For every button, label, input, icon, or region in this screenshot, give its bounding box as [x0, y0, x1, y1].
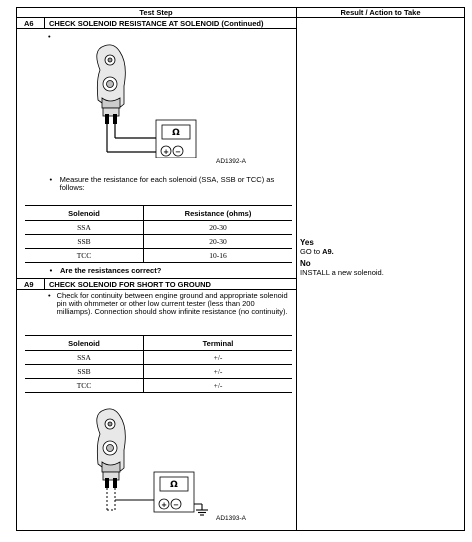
frame-left — [16, 7, 17, 531]
table-cell-solenoid: SSB — [25, 235, 144, 249]
code-column-divider-a6 — [44, 17, 45, 28]
a6-question-text: Are the resistances correct? — [60, 266, 162, 275]
table-cell-resistance: 20-30 — [144, 235, 293, 249]
a9-step-title: CHECK SOLENOID FOR SHORT TO GROUND — [49, 280, 211, 289]
header-result: Result / Action to Take — [340, 8, 421, 17]
table-cell-solenoid: SSA — [25, 221, 144, 235]
svg-text:+: + — [163, 148, 169, 156]
a9-title-divider — [16, 289, 296, 290]
a6-meter-symbol: Ω — [172, 128, 180, 138]
table-header-solenoid: Solenoid — [25, 336, 144, 351]
bullet-dot: • — [48, 291, 51, 300]
table-cell-solenoid: TCC — [25, 379, 144, 393]
a9-instruction-text: Check for continuity between engine ground and appropriate solenoid pin with ohmmeter or other low current tester (less than 200 milliamps). Connection should show infinite resistance (no continuity). — [56, 291, 288, 316]
a9-terminal-table — [25, 335, 292, 393]
a6-step-code: A6 — [24, 19, 34, 28]
table-cell-terminal: +/- — [144, 351, 293, 365]
table-row — [25, 235, 292, 249]
a9-step-code: A9 — [24, 280, 34, 289]
a6-resistance-table — [25, 205, 292, 263]
a6-instruction-text: Measure the resistance for each solenoid (SSA, SSB or TCC) as follows: — [59, 175, 275, 192]
table-cell-resistance: 10-16 — [144, 249, 293, 263]
a9-instruction — [48, 292, 292, 316]
column-divider — [296, 7, 297, 531]
svg-text:−: − — [175, 148, 181, 156]
table-cell-solenoid: TCC — [25, 249, 144, 263]
table-cell-terminal: +/- — [144, 365, 293, 379]
table-cell-resistance: 20-30 — [144, 221, 293, 235]
header-divider — [16, 17, 465, 18]
code-column-divider-a9 — [44, 278, 45, 289]
table-row — [25, 351, 292, 365]
a6-step-title: CHECK SOLENOID RESISTANCE AT SOLENOID (Continued) — [49, 19, 264, 28]
a9-solenoid-ground-figure — [80, 404, 255, 520]
bullet-dot: • — [49, 266, 53, 275]
a6-title-divider — [16, 28, 296, 29]
a9-figure-label: AD1393-A — [216, 515, 246, 522]
a9-top-divider — [16, 278, 296, 279]
table-row — [25, 221, 292, 235]
a6-instruction — [48, 176, 288, 192]
a6-question — [48, 266, 161, 275]
header-test-step: Test Step — [139, 8, 173, 17]
frame-bottom — [16, 530, 465, 531]
svg-text:−: − — [173, 501, 179, 509]
result-no-action: INSTALL a new solenoid. — [300, 267, 384, 277]
result-yes-label: Yes — [300, 238, 314, 247]
svg-text:+: + — [161, 501, 167, 509]
result-yes-action-prefix: GO to — [300, 246, 323, 256]
table-cell-solenoid: SSB — [25, 365, 144, 379]
table-cell-solenoid: SSA — [25, 351, 144, 365]
a6-result — [300, 239, 460, 277]
table-row — [25, 365, 292, 379]
a9-meter-symbol: Ω — [170, 480, 178, 490]
table-header-resistance: Resistance (ohms) — [144, 206, 293, 221]
table-cell-terminal: +/- — [144, 379, 293, 393]
result-yes-action-target[interactable]: A9. — [322, 246, 334, 256]
result-yes-action — [300, 248, 460, 257]
frame-right — [464, 7, 465, 531]
table-header-solenoid: Solenoid — [25, 206, 144, 221]
a6-solenoid-ohmmeter-figure — [80, 40, 255, 158]
a6-figure-label: AD1392-A — [216, 158, 246, 165]
a6-bullet-1: • — [48, 32, 51, 41]
table-header-terminal: Terminal — [144, 336, 293, 351]
table-row — [25, 379, 292, 393]
table-row — [25, 249, 292, 263]
bullet-dot: • — [49, 175, 53, 184]
result-no-label: No — [300, 259, 311, 268]
